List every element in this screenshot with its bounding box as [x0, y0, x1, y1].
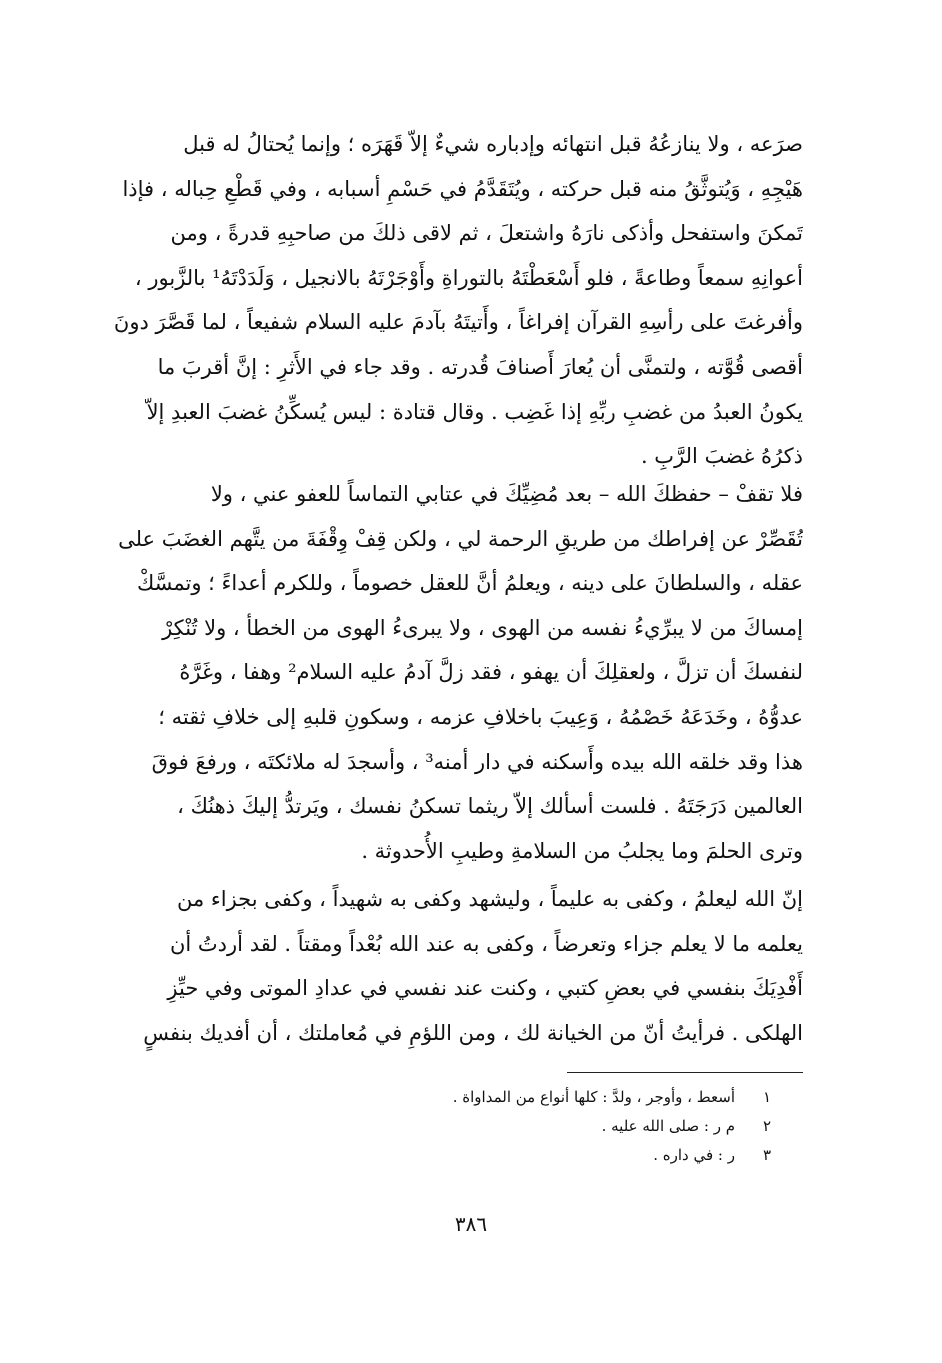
text-line: ذكرُهُ غضبَ الرَّبِ .: [640, 444, 803, 469]
footnote-text: أسعط ، وأوجر ، ولدَّ : كلها أنواع من المداواة .: [452, 1088, 735, 1106]
text-line: إمساكَ من لا يبرِّيءُ نفسه من الهوى ، ولا يبرىءُ الهوى من الخطأ ، ولا تُنْكِرْ: [162, 615, 803, 640]
paragraph-3: [103, 877, 803, 1055]
text-line: أَفْدِيَكَ بنفسي في بعضِ كتبي ، وكنت عند نفسي في عدادِ الموتى وفي حيِّزِ: [167, 976, 803, 1001]
text-line: أعوانِهِ سمعاً وطاعةً ، فلو أَسْعَطْتَهُ بالتوراةِ وأَوْجَرْتَهُ بالانجيل ، وَلَدَدْتَهُ¹ بالزَّبور ،: [134, 265, 803, 290]
text-line: لنفسكَ أن تزلَّ ، ولعقلِكَ أن يهفو ، فقد زلَّ آدمُ عليه السلام² وهفا ، وغَرَّهُ: [179, 660, 803, 685]
footnote-number: ١: [762, 1088, 771, 1106]
paragraph-1: [103, 122, 803, 479]
footnote-text: ر : في داره .: [653, 1146, 735, 1164]
footnote-item: [103, 1083, 803, 1112]
footnote-item: [103, 1112, 803, 1141]
text-line: العالمين دَرَجَتَهُ . فلست أسألك إلاّ ريثما تسكنُ نفسك ، ويَرتدُّ إليكَ ذهنُكَ ،: [177, 794, 803, 819]
text-line: تُقَصِّرْ عن إفراطك من طريقِ الرحمة لي ، ولكن قِفْ وِقْفَةَ من يتَّهم الغضَبَ على: [118, 526, 803, 551]
text-line: إنّ الله ليعلمُ ، وكفى به عليماً ، وليشهد وكفى به شهيداً ، وكفى بجزاء من: [176, 887, 803, 911]
footnote-item: [103, 1141, 803, 1170]
footnotes: [103, 1083, 803, 1170]
text-line: يكونُ العبدُ من غضبِ ربِّهِ إذا غَضِب . وقال قتادة : ليس يُسكِّنُ غضبَ العبدِ إلاّ: [146, 399, 803, 424]
text-line: فلا تقفْ – حفظكَ الله – بعد مُضِيِّكَ في عتابي التماساً للعفو عني ، ولا: [210, 482, 803, 506]
footnote-divider: [567, 1072, 803, 1073]
paragraph-2: [103, 472, 803, 873]
text-line: عدوُّهُ ، وخَدَعَهُ خَصْمُهُ ، وَعِيبَ باخلافِ عزمه ، وسكونِ قلبهِ إلى خلافِ ثقته ؛: [158, 704, 803, 729]
page-number: ٣٨٦: [454, 1212, 488, 1236]
text-line: صرَعه ، ولا ينازعُهُ قبل انتهائه وإدباره شيءٌ إلاّ قَهَرَه ؛ وإنما يُحتالُ له قبل: [183, 132, 803, 156]
text-line: عقله ، والسلطانَ على دينه ، ويعلمُ أنَّ للعقل خصوماً ، وللكرم أعداءً ؛ وتمسَّكْ: [136, 571, 803, 596]
text-line: يعلمه ما لا يعلم جزاء وتعرضاً ، وكفى به عند الله بُعْداً ومقتاً . لقد أردتُ أن: [169, 931, 803, 956]
text-line: تَمكنَ واستفحل وأذكى نارَهُ واشتعلَ ، ثم لاقى ذلكَ من صاحبِهِ قدرةً ، ومن: [170, 221, 803, 246]
footnote-number: ٣: [762, 1146, 771, 1164]
footnote-text: م ر : صلى الله عليه .: [601, 1117, 735, 1135]
footnote-number: ٢: [762, 1117, 771, 1135]
text-line: أقصى قُوَّته ، ولتمنَّى أن يُعارَ أَصنافَ قُدرته . وقد جاء في الأَثرِ : إنَّ أقربَ ما: [157, 354, 803, 379]
text-line: وأفرغتَ على رأسِهِ القرآن إفراغاً ، وأَتيتَهُ بآدمَ عليه السلام شفيعاً ، لما قَصَّرَ دونَ: [113, 310, 803, 335]
text-line: الهلكى . فرأيتُ أنّ من الخيانة لك ، ومن اللؤمِ في مُعاملتك ، أن أفديك بنفسٍ: [143, 1020, 803, 1045]
text-line: وترى الحلمَ وما يجلبُ من السلامةِ وطيبِ الأُحدوثة .: [361, 838, 803, 863]
text-line: هذا وقد خلقه الله بيده وأَسكنه في دار أمنه³ ، وأسجدَ له ملائكتَه ، ورفعَ فوقَ: [151, 749, 803, 774]
text-line: هَيْجِهِ ، وَيُتوثَّقُ منه قبل حركته ، ويُتَقَدَّمُ في حَسْمِ أسبابه ، وفي قَطْعِ حِباله ، فإذا: [122, 176, 803, 201]
